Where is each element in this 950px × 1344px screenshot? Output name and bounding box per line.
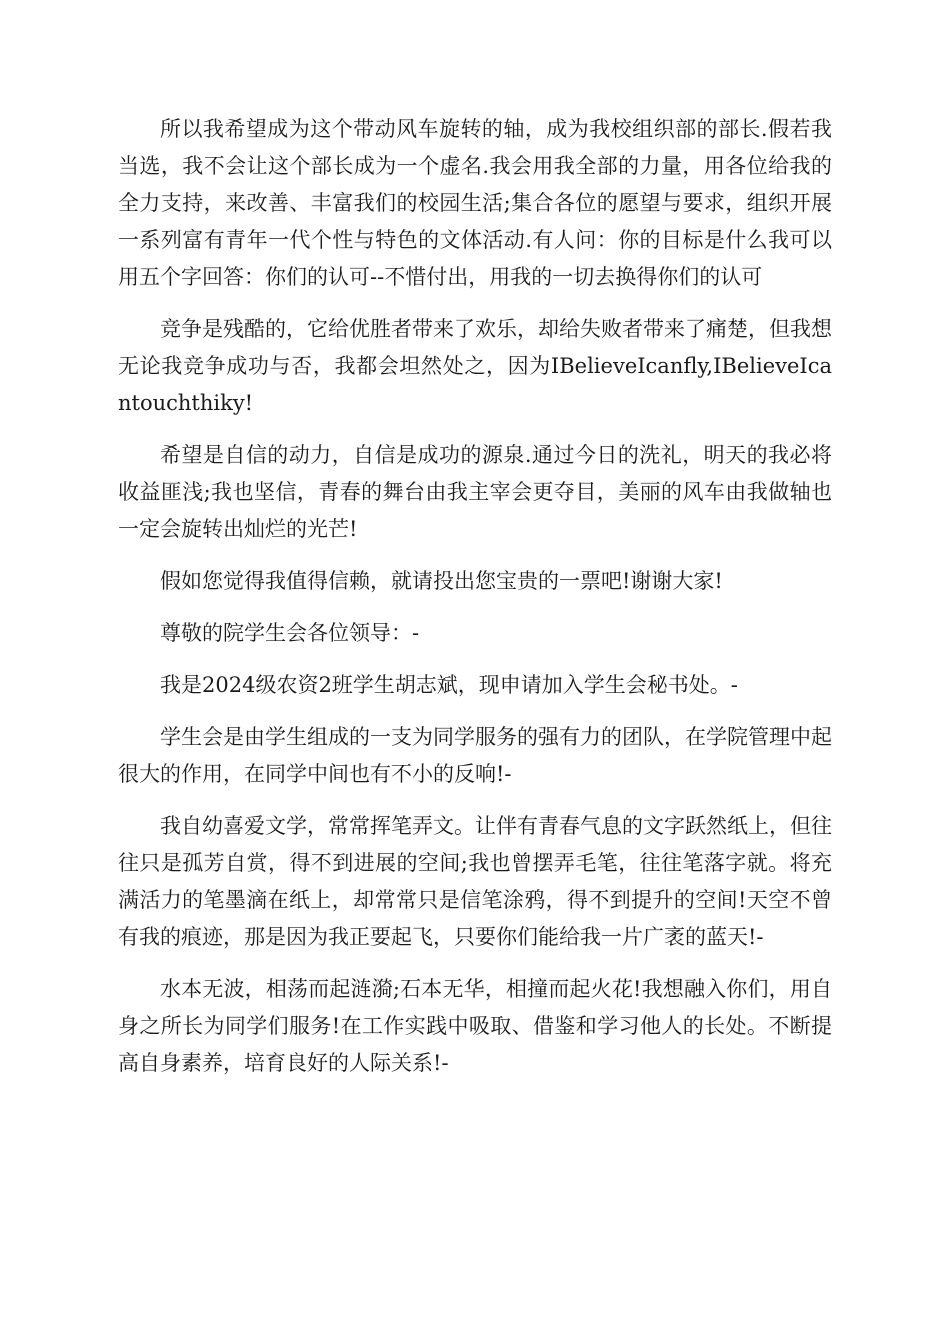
paragraph-literature: 我自幼喜爱文学，常常挥笔弄文。让伴有青春气息的文字跃然纸上，但往往只是孤芳自赏，得不到进展的空间;我也曾摆弄毛笔，往往笔落字就。将充满活力的笔墨滴在纸上，却常常只是信笔涂鸦，得不到提升的空间!天空不曾有我的痕迹，那是因为我正要起飞，只要你们能给我一片广袤的蓝天!- [118,814,832,949]
paragraph-vote-request: 假如您觉得我值得信赖，就请投出您宝贵的一票吧!谢谢大家! [160,569,723,593]
paragraph-competition: 竞争是残酷的，它给优胜者带来了欢乐，却给失败者带来了痛楚，但我想无论我竞争成功与否，我都会坦然处之，因为IBelieveIcanfly,IBelieveIcantouchthiky! [118,317,832,415]
paragraph-commitment: 所以我希望成为这个带动风车旋转的轴，成为我校组织部的部长.假若我当选，我不会让这个部长成为一个虚名.我会用我全部的力量，用各位给我的全力支持，来改善、丰富我们的校园生活;集合各位的愿望与要求，组织开展一系列富有青年一代个性与特色的文体活动.有人问：你的目标是什么我可以用五个字回答：你们的认可--不惜付出，用我的一切去换得你们的认可 [118,117,832,289]
paragraph-hope: 希望是自信的动力，自信是成功的源泉.通过今日的洗礼，明天的我必将收益匪浅;我也坚信，青春的舞台由我主宰会更夺目，美丽的风车由我做轴也一定会旋转出灿烂的光芒! [118,443,832,541]
paragraph-introduction: 我是2024级农资2班学生胡志斌，现申请加入学生会秘书处。- [160,673,738,697]
paragraph-closing: 水本无波，相荡而起涟漪;石本无华，相撞而起火花!我想融入你们，用自身之所长为同学们服务!在工作实践中吸取、借鉴和学习他人的长处。不断提高自身素养，培育良好的人际关系!- [118,977,832,1075]
paragraph-salutation: 尊敬的院学生会各位领导：- [160,621,420,645]
paragraph-student-union: 学生会是由学生组成的一支为同学服务的强有力的团队，在学院管理中起很大的作用，在同学中间也有不小的反响!- [118,725,832,786]
